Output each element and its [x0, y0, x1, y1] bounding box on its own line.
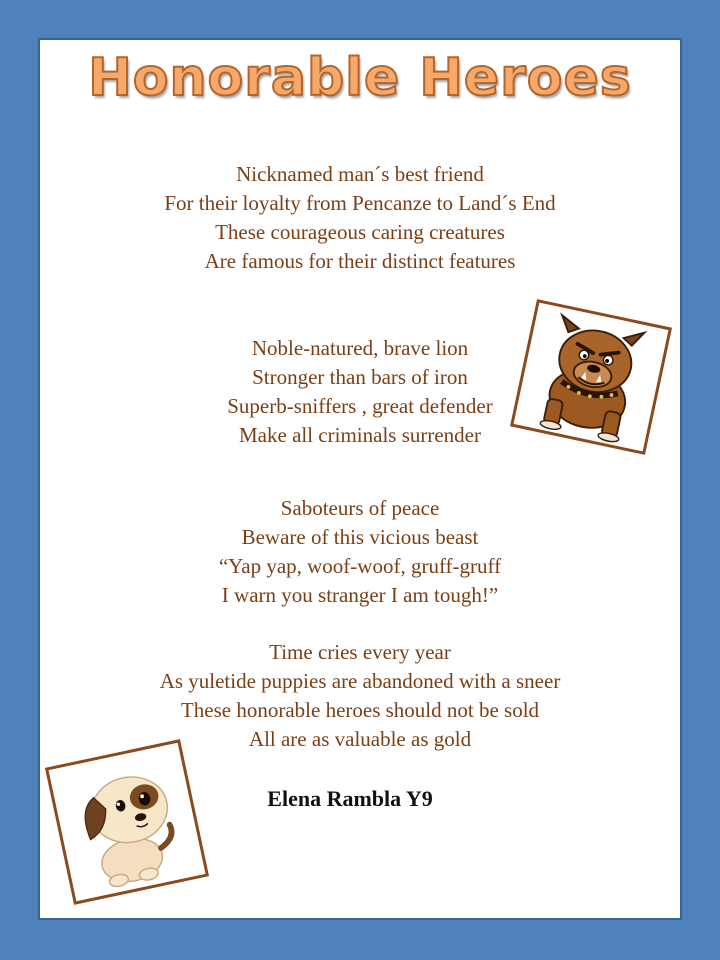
poem-line: I warn you stranger I am tough!”: [221, 583, 499, 607]
poem-line: Are famous for their distinct features: [204, 249, 516, 273]
poem-line: Time cries every year: [269, 640, 451, 664]
poem-line: “Yap yap, woof-woof, gruff-gruff: [218, 554, 502, 578]
poem-line: Saboteurs of peace: [280, 496, 440, 520]
poem-line: These honorable heroes should not be sold: [180, 698, 540, 722]
poem-line: Superb-sniffers , great defender: [227, 394, 493, 418]
poem-line: Stronger than bars of iron: [252, 365, 468, 389]
poem-line: These courageous caring creatures: [215, 220, 505, 244]
poem-title: Honorable Heroes: [88, 48, 632, 108]
poem-line: Beware of this vicious beast: [241, 525, 479, 549]
bulldog-icon: [514, 303, 669, 452]
poem-line: All are as valuable as gold: [248, 727, 472, 751]
poem-line: Noble-natured, brave lion: [251, 336, 469, 360]
stanza-3: [0, 494, 720, 610]
poem-line: Make all criminals surrender: [239, 423, 481, 447]
stanza-1: [0, 160, 720, 276]
bulldog-picture: [510, 299, 672, 455]
author-credit: Elena Rambla Y9: [267, 786, 433, 811]
puppy-picture: [45, 739, 209, 905]
poem-line: For their loyalty from Pencanze to Land´s End: [164, 191, 556, 215]
poem-line: Nicknamed man´s best friend: [236, 162, 484, 186]
stanza-4: [0, 638, 720, 754]
poem-line: As yuletide puppies are abandoned with a sneer: [159, 669, 561, 693]
puppy-icon: [49, 743, 206, 902]
